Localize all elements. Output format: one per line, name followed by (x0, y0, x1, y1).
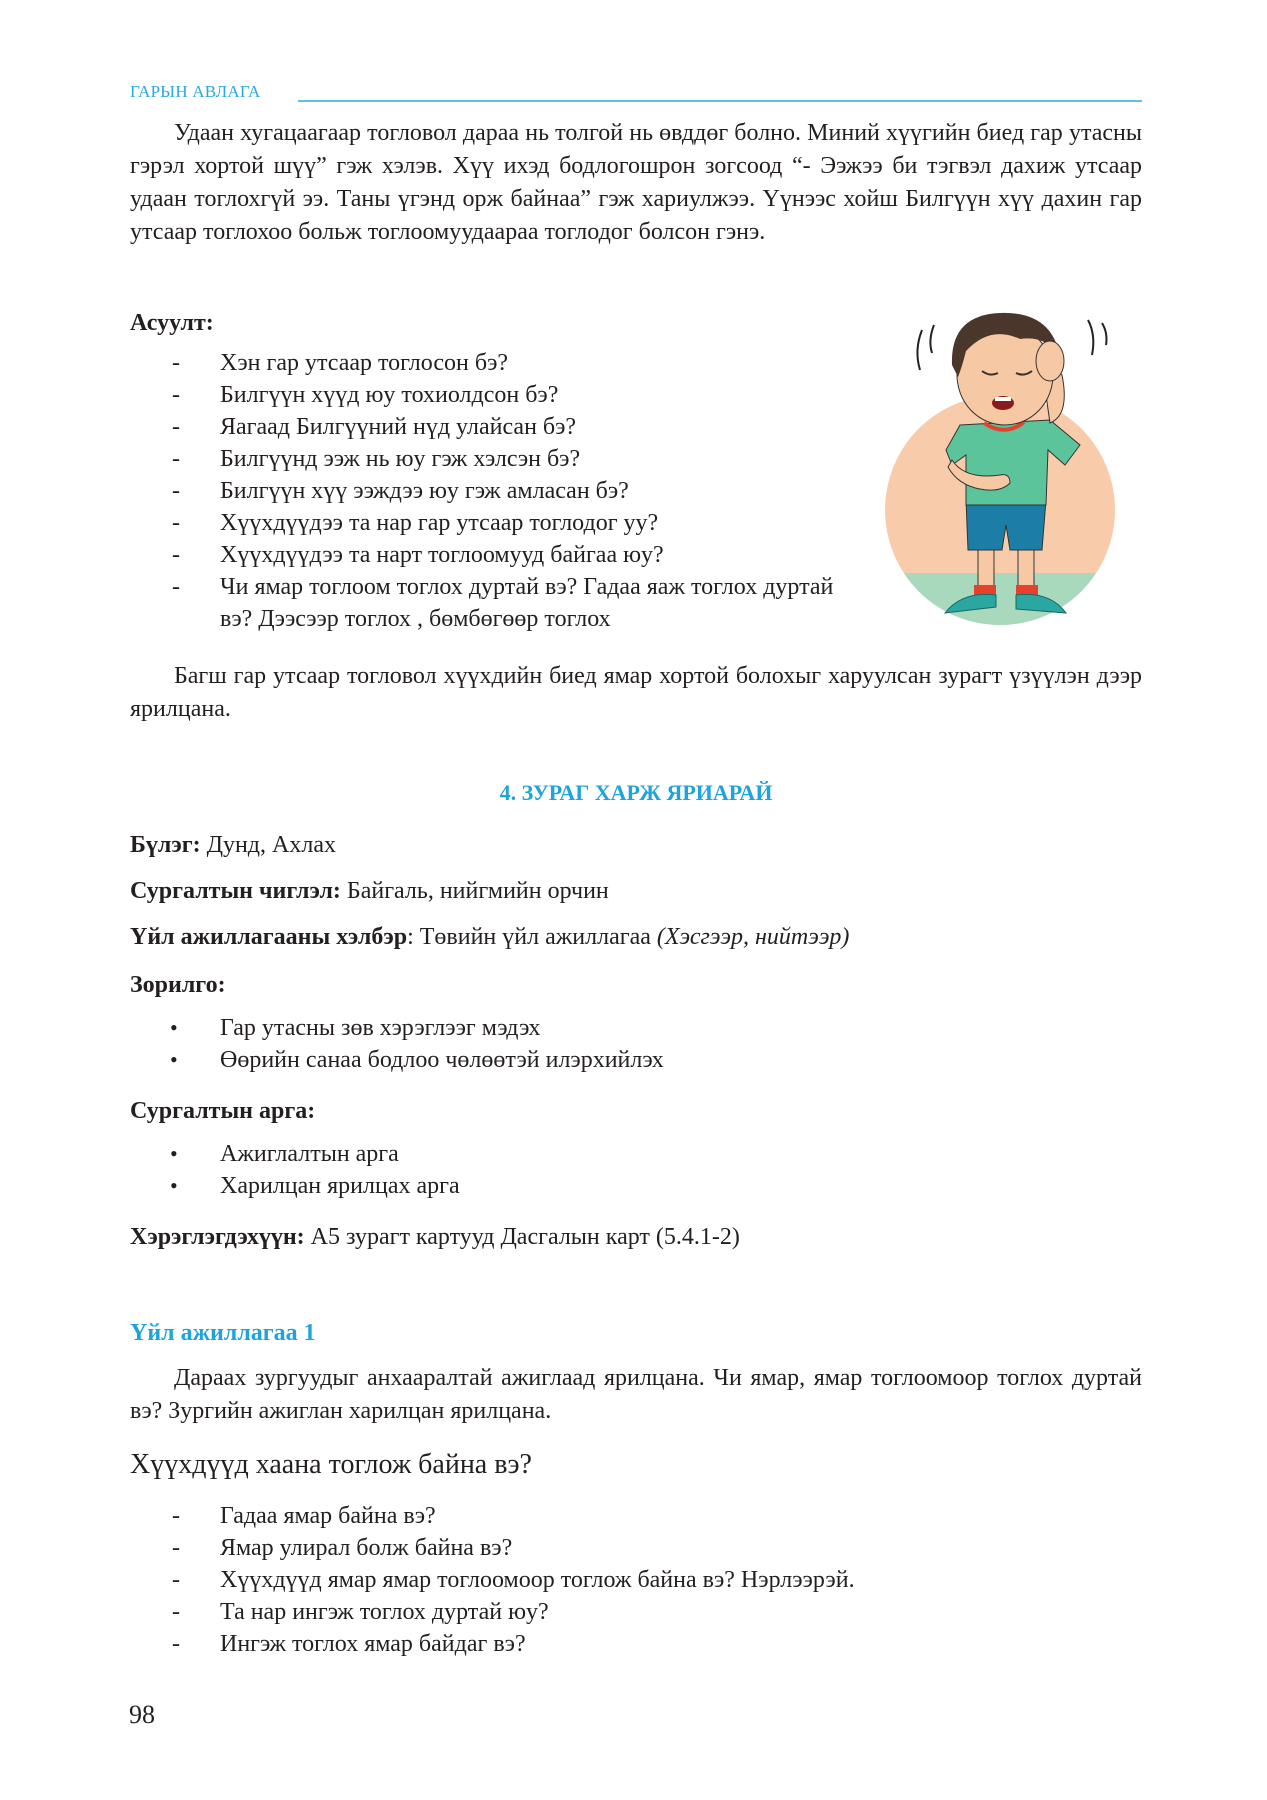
list-item: - Ямар улирал болж байна вэ? (172, 1535, 513, 1561)
section-title: 4. ЗУРАГ ХАРЖ ЯРИАРАЙ (499, 780, 773, 805)
boy-headache-icon (870, 295, 1130, 635)
list-item: - Яагаад Билгүүний нүд улайсан бэ? (172, 414, 577, 440)
goals-list (130, 1012, 1030, 1076)
questions-list (130, 347, 860, 635)
activity-questions-list (130, 1500, 1030, 1660)
activity-paragraph: Дараах зургуудыг анхааралтай ажиглаад ярилцана. Чи ямар, ямар тоглоомоор тоглох дуртай вэ? Зургийн ажиглан харилцан ярилцана. (130, 1365, 1142, 1424)
list-item: - Билгүүн хүү ээждээ юу гэж амласан бэ? (172, 478, 629, 504)
materials-label: Хэрэглэгдэхүүн: (130, 1224, 305, 1250)
direction-line (130, 876, 609, 906)
methods-heading: Сургалтын арга: (130, 1098, 316, 1124)
group-line (130, 830, 336, 860)
list-item: - Хүүхдүүдээ та нарт тоглоомууд байгаа юу? (172, 542, 664, 568)
form-label: Үйл ажиллагааны хэлбэр (130, 924, 408, 950)
boy-headache-illustration (870, 295, 1130, 635)
direction-label: Сургалтын чиглэл: (130, 878, 341, 904)
list-item: - Ингэж тоглох ямар байдаг вэ? (172, 1631, 526, 1657)
activity-title: Үйл ажиллагаа 1 (130, 1320, 316, 1346)
list-item: - Билгүүн хүүд юу тохиолдсон бэ? (172, 382, 559, 408)
list-item: - Гадаа ямар байна вэ? (172, 1503, 436, 1529)
materials-line (130, 1222, 740, 1252)
group-label: Бүлэг: (130, 832, 201, 858)
header-title: ГАРЫН АВЛАГА (130, 82, 261, 101)
story-paragraph: Удаан хугацаагаар тогловол дараа нь толгой нь өвддөг болно. Миний хүүгийн биед гар утасны гэрэл хортой шүү” гэж хэлэв. Хүү ихэд бодлогошрон зогсоод “- Ээжээ би тэгвэл дахиж утсаар удаан тоглохгүй ээ. Таны үгэнд орж байнаа” гэж хариулжээ. Үүнээс хойш Билгүүн хүү дахин гар утсаар тоглохоо больж тоглоомуудаараа тоглодог болсон гэнэ. (130, 120, 1142, 245)
list-item: - Билгүүнд ээж нь юу гэж хэлсэн бэ? (172, 446, 581, 472)
list-item: - Чи ямар тоглоом тоглох дуртай вэ? Гадаа яаж тоглох дуртай вэ? Дээсээр тоглох , бөмбөгөөр тоглох (172, 574, 834, 632)
activity-question-heading: Хүүхдүүд хаана тоглож байна вэ? (130, 1449, 532, 1480)
list-item: • Өөрийн санаа бодлоо чөлөөтэй илэрхийлэх (170, 1047, 664, 1073)
list-item: - Хэн гар утсаар тоглосон бэ? (172, 350, 509, 376)
group-value: Дунд, Ахлах (200, 832, 336, 858)
list-item: - Та нар ингэж тоглох дуртай юу? (172, 1599, 549, 1625)
list-item: • Харилцан ярилцах арга (170, 1173, 460, 1199)
page-number: 98 (129, 1700, 155, 1729)
teacher-note: Багш гар утсаар тогловол хүүхдийн биед ямар хортой болохыг харуулсан зурагт үзүүлэн дээр ярилцана. (130, 663, 1142, 722)
goals-heading: Зорилго: (130, 972, 226, 998)
running-header (130, 82, 1142, 104)
form-note: (Хэсгээр, нийтээр) (656, 924, 850, 950)
materials-value: А5 зурагт картууд Дасгалын карт (5.4.1-2) (304, 1224, 740, 1250)
list-item: • Гар утасны зөв хэрэглээг мэдэх (170, 1015, 541, 1041)
list-item: • Ажиглалтын арга (170, 1141, 399, 1167)
list-item: - Хүүхдүүдээ та нар гар утсаар тоглодог уу? (172, 510, 659, 536)
questions-heading: Асуулт: (130, 310, 214, 336)
header-rule (298, 100, 1142, 102)
form-value: : Төвийн үйл ажиллагаа (407, 924, 657, 950)
direction-value: Байгаль, нийгмийн орчин (340, 878, 609, 904)
list-item: - Хүүхдүүд ямар ямар тоглоомоор тоглож байна вэ? Нэрлээрэй. (172, 1567, 855, 1593)
methods-list (130, 1138, 1030, 1202)
activity-form-line (130, 922, 849, 952)
